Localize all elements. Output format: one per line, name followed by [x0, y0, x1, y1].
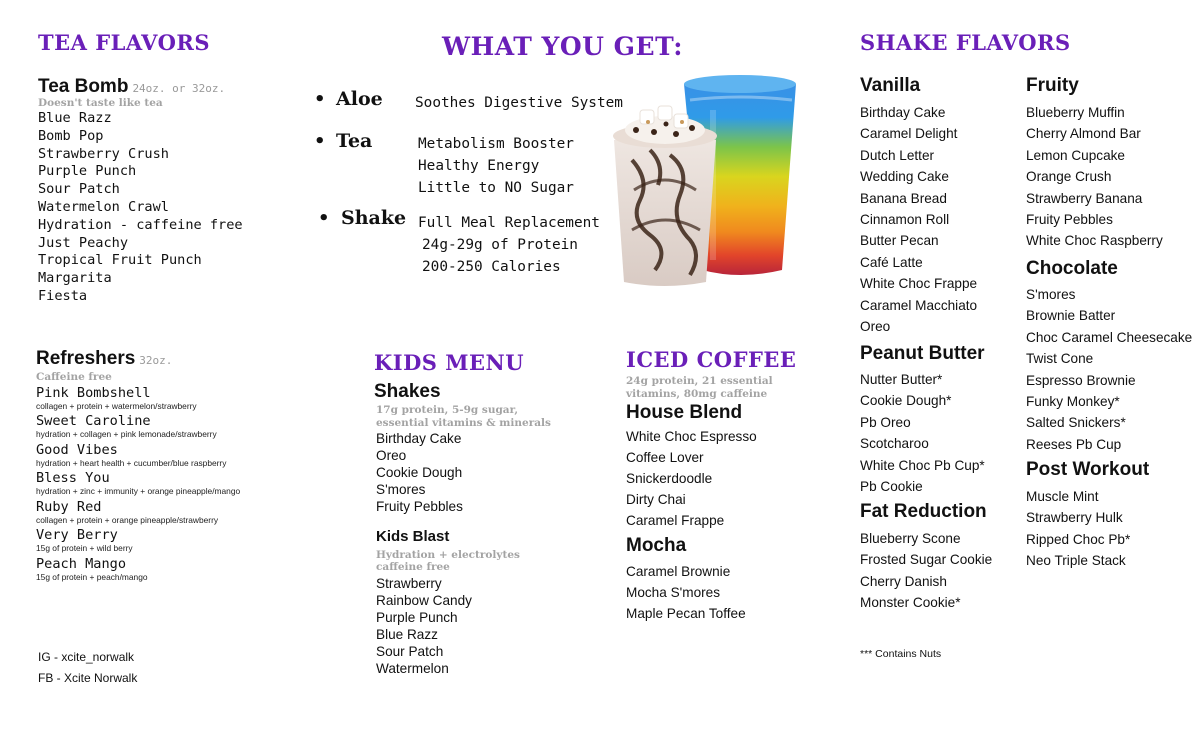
house-blend-title: House Blend: [626, 402, 743, 423]
fruity-item: Fruity Pebbles: [1026, 211, 1113, 227]
kids-blast-note-1: Hydration + electrolytes: [376, 549, 520, 561]
refresher-name: Peach Mango: [36, 556, 127, 572]
iced-coffee-note-1: 24g protein, 21 essential: [626, 375, 773, 387]
fat-reduction-item: Monster Cookie*: [860, 595, 961, 611]
tea-benefit-2: Healthy Energy: [418, 158, 540, 174]
vanilla-item: Café Latte: [860, 254, 923, 270]
chocolate-item: Salted Snickers*: [1026, 415, 1126, 431]
tea-flavor-item: Hydration - caffeine free: [38, 216, 243, 233]
mocha-title: Mocha: [626, 535, 687, 556]
refresher-description: hydration + collagen + pink lemonade/strawberry: [36, 429, 217, 439]
fat-reduction-item: Cherry Danish: [860, 573, 947, 589]
shake-label: Shake: [341, 207, 407, 229]
mocha-item: Mocha S'mores: [626, 585, 721, 600]
tea-benefit-1: Metabolism Booster: [418, 136, 574, 152]
refreshers-title: [36, 348, 172, 370]
peanut-butter-item: Cookie Dough*: [860, 393, 952, 409]
refresher-name: Good Vibes: [36, 442, 118, 458]
chocolate-item: Brownie Batter: [1026, 308, 1116, 324]
refresher-description: collagen + protein + orange pineapple/strawberry: [36, 515, 219, 525]
iced-coffee-heading: ICED COFFEE: [626, 347, 797, 372]
kids-blast-item: Rainbow Candy: [376, 593, 472, 608]
kids-shake-item: Cookie Dough: [376, 465, 463, 480]
refresher-description: hydration + heart health + cucumber/blue raspberry: [36, 458, 227, 468]
smores-shake-cup: [613, 106, 717, 286]
fruity-item: Strawberry Banana: [1026, 190, 1143, 206]
post-workout-list: [1026, 486, 1130, 572]
kids-menu-heading: KIDS MENU: [374, 350, 525, 375]
vanilla-title: Vanilla: [860, 75, 921, 96]
kids-blast-item: Strawberry: [376, 576, 442, 591]
kids-blast-item: Watermelon: [376, 661, 449, 676]
fruity-item: Orange Crush: [1026, 169, 1112, 185]
vanilla-item: White Choc Frappe: [860, 276, 978, 292]
shake-flavors-heading: SHAKE FLAVORS: [860, 30, 1071, 55]
instagram-handle: IG - xcite_norwalk: [38, 650, 135, 664]
chocolate-item: Choc Caramel Cheesecake: [1026, 329, 1193, 345]
vanilla-list: [860, 102, 977, 337]
peanut-butter-item: Nutter Butter*: [860, 372, 943, 387]
house-blend-item: White Choc Espresso: [626, 429, 757, 444]
post-workout-item: Muscle Mint: [1026, 489, 1099, 504]
refreshers-size: 32oz.: [139, 354, 173, 367]
tea-flavors-heading: TEA FLAVORS: [38, 30, 211, 55]
tea-flavor-item: Just Peachy: [38, 234, 129, 251]
shake-benefit-2: 24g-29g of Protein: [422, 237, 578, 253]
house-blend-list: [626, 426, 757, 531]
vanilla-item: Butter Pecan: [860, 233, 939, 249]
peanut-butter-item: Pb Oreo: [860, 414, 911, 430]
refresher-name: Very Berry: [36, 527, 118, 543]
kids-shake-item: Oreo: [376, 448, 407, 463]
aloe-label: Aloe: [336, 88, 383, 110]
shake-benefit-1: Full Meal Replacement: [418, 215, 600, 231]
post-workout-title: Post Workout: [1026, 459, 1150, 480]
chocolate-item: Funky Monkey*: [1026, 393, 1120, 409]
refresher-item: [36, 386, 197, 412]
tea-bomb-label: Tea Bomb: [38, 76, 129, 97]
refresher-description: 15g of protein + wild berry: [36, 543, 133, 553]
tea-flavor-item: Tropical Fruit Punch: [38, 252, 202, 269]
tea-flavor-item: Purple Punch: [38, 163, 137, 180]
kids-shakes-note-2: essential vitamins & minerals: [376, 417, 551, 429]
vanilla-item: Wedding Cake: [860, 169, 949, 185]
mocha-item: Caramel Brownie: [626, 564, 731, 579]
house-blend-item: Caramel Frappe: [626, 513, 725, 528]
tea-bomb-title: [38, 76, 225, 98]
vanilla-item: Caramel Macchiato: [860, 297, 978, 313]
tea-flavor-item: Sour Patch: [38, 181, 120, 198]
refreshers-note: Caffeine free: [36, 371, 112, 383]
refresher-item: [36, 500, 218, 526]
iced-coffee-note-2: vitamins, 80mg caffeine: [626, 388, 768, 400]
refresher-description: 15g of protein + peach/mango: [36, 572, 148, 582]
tea-flavor-item: Fiesta: [38, 287, 88, 304]
tea-bomb-sizes: 24oz. or 32oz.: [132, 82, 226, 95]
post-workout-item: Ripped Choc Pb*: [1026, 531, 1131, 547]
vanilla-item: Dutch Letter: [860, 147, 935, 163]
tea-bullet: •: [314, 131, 326, 152]
mocha-item: Maple Pecan Toffee: [626, 606, 746, 621]
kids-blast-item: Purple Punch: [376, 610, 458, 625]
kids-blast-item: Blue Razz: [376, 627, 438, 642]
tea-flavor-item: Bomb Pop: [38, 127, 104, 144]
shake-benefit-3: 200-250 Calories: [422, 259, 561, 275]
tea-label: Tea: [336, 130, 373, 152]
chocolate-item: Twist Cone: [1026, 351, 1094, 367]
refresher-name: Bless You: [36, 470, 110, 486]
kids-shakes-note-1: 17g protein, 5-9g sugar,: [376, 404, 519, 416]
vanilla-item: Banana Bread: [860, 190, 947, 206]
fat-reduction-title: Fat Reduction: [860, 501, 987, 522]
refresher-item: [36, 414, 217, 440]
aloe-bullet: •: [314, 89, 326, 110]
refresher-description: collagen + protein + watermelon/strawberry: [36, 401, 197, 411]
house-blend-item: Dirty Chai: [626, 492, 686, 507]
peanut-butter-title: Peanut Butter: [860, 343, 985, 364]
fat-reduction-list: [860, 528, 992, 614]
refreshers-label: Refreshers: [36, 348, 136, 369]
tea-flavor-item: Blue Razz: [38, 110, 112, 126]
kids-shakes-title: Shakes: [374, 381, 441, 402]
refresher-item: [36, 471, 240, 497]
kids-shakes-list: [376, 430, 463, 515]
kids-blast-note-2: caffeine free: [376, 561, 450, 573]
chocolate-item: S'mores: [1026, 287, 1076, 302]
kids-shake-item: S'mores: [376, 482, 426, 497]
chocolate-list: [1026, 284, 1192, 455]
fat-reduction-item: Frosted Sugar Cookie: [860, 552, 993, 568]
mocha-list: [626, 561, 746, 624]
vanilla-item: Birthday Cake: [860, 105, 946, 120]
refresher-item: [36, 528, 133, 554]
aloe-benefit: Soothes Digestive System: [415, 95, 623, 111]
kids-blast-list: [376, 575, 472, 677]
peanut-butter-item: Pb Cookie: [860, 478, 923, 494]
peanut-butter-item: White Choc Pb Cup*: [860, 457, 985, 473]
post-workout-item: Strawberry Hulk: [1026, 510, 1123, 526]
refresher-item: [36, 443, 226, 469]
fruity-title: Fruity: [1026, 75, 1079, 96]
vanilla-item: Cinnamon Roll: [860, 211, 950, 227]
chocolate-title: Chocolate: [1026, 258, 1118, 279]
refresher-name: Sweet Caroline: [36, 413, 151, 429]
kids-blast-title: Kids Blast: [376, 528, 450, 545]
chocolate-item: Espresso Brownie: [1026, 372, 1136, 388]
vanilla-item: Caramel Delight: [860, 126, 958, 142]
vanilla-item: Oreo: [860, 318, 891, 334]
fruity-list: [1026, 102, 1163, 252]
tea-bomb-note: Doesn't taste like tea: [38, 97, 163, 109]
kids-shake-item: Birthday Cake: [376, 431, 462, 446]
tea-flavor-item: Watermelon Crawl: [38, 198, 169, 215]
refresher-item: [36, 557, 148, 583]
fruity-item: White Choc Raspberry: [1026, 233, 1163, 249]
peanut-butter-item: Scotcharoo: [860, 436, 929, 452]
peanut-butter-list: [860, 369, 985, 497]
fruity-item: Lemon Cupcake: [1026, 147, 1125, 163]
chocolate-item: Reeses Pb Cup: [1026, 436, 1122, 452]
tea-flavor-list: [38, 110, 243, 306]
drinks-illustration: [610, 70, 810, 288]
contains-nuts-note: *** Contains Nuts: [860, 648, 942, 660]
fruity-item: Cherry Almond Bar: [1026, 126, 1141, 142]
shake-bullet: •: [318, 208, 330, 229]
tea-flavor-item: Strawberry Crush: [38, 145, 169, 162]
post-workout-item: Neo Triple Stack: [1026, 553, 1126, 569]
what-you-get-heading: WHAT YOU GET:: [442, 32, 684, 61]
fat-reduction-item: Blueberry Scone: [860, 531, 961, 546]
kids-shake-item: Fruity Pebbles: [376, 499, 463, 514]
tea-flavor-item: Margarita: [38, 270, 112, 287]
house-blend-item: Coffee Lover: [626, 450, 704, 465]
refresher-name: Ruby Red: [36, 499, 102, 515]
refresher-description: hydration + zinc + immunity + orange pineapple/mango: [36, 486, 241, 496]
fruity-item: Blueberry Muffin: [1026, 105, 1125, 120]
tea-benefit-3: Little to NO Sugar: [418, 180, 574, 196]
house-blend-item: Snickerdoodle: [626, 471, 713, 486]
refresher-name: Pink Bombshell: [36, 385, 151, 401]
kids-blast-item: Sour Patch: [376, 644, 444, 659]
facebook-handle: FB - Xcite Norwalk: [38, 671, 138, 685]
